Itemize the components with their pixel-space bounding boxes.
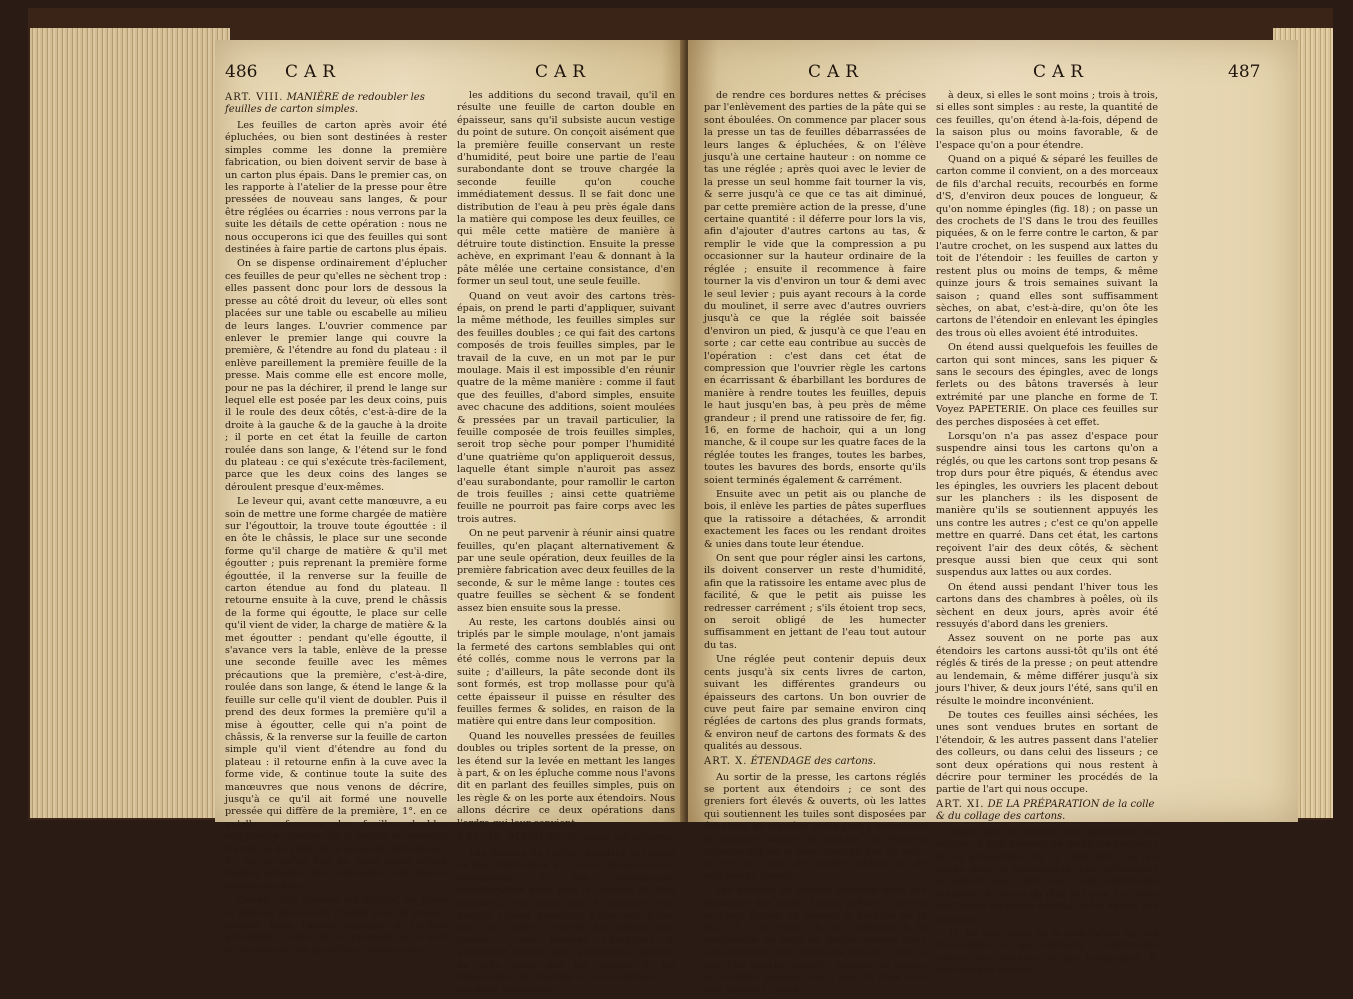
paragraph: On ne peut parvenir à réunir ainsi quatre feuilles, qu'en plaçant alternativement & par une seule opération, deux feuilles de la première fabrication avec deux feuilles de la seconde, & sur le même lange : toutes ces quatre feuilles se sèchent & se fondent assez bien ensuite sous la presse. — [457, 528, 675, 614]
article-title: MANIÈRE de redoubler les feuilles de carton simples. — [225, 92, 425, 115]
paragraph: On se dispense ordinairement d'éplucher ces feuilles de peur qu'elles ne sèchent trop : elles passent donc pour lors de dessous la presse au côté droit du leveur, où elles sont placées sur une table ou escabelle au milieu de leurs langes. L'ouvrier commence par enlever le premier lange qui couvre la première, & l'étendre au fond du plateau : il enlève pareillement la première feuille de la presse. Mais comme elle est encore molle, pour ne pas la déchirer, il prend le lange sur lequel elle est posée par les deux coins, puis il le roule des deux côtés, c'est-à-dire de la droite à la gauche & de la gauche à la droite ; il porte en cet état la feuille de carton roulée dans son lange, & l'étend sur le fond du plateau : ce qui s'exécute très-facilement, parce que les deux coins des langes se déroulent presque d'eux-mêmes. — [225, 258, 447, 493]
paragraph: Quand les nouvelles pressées de feuilles doubles ou triples sortent de la presse, on les étend sur la levée en mettant les langes à part, & on les épluche comme nous l'avons dit en parlant des feuilles simples, puis on les règle & on les porte aux étendoirs. Nous allons décrire ce deux opérations dans l'ordre qui leur convient. — [457, 730, 675, 829]
paragraph: Quand cette pressée est moulée, on place le plateau qui en est chargé sous la presse, comme nous l'avons expliqué à l'article précédent : l'effet de ce pressage est d'unir si intimement les premières feuilles avec — [225, 895, 447, 956]
article-heading — [225, 92, 447, 116]
article-label: ART. IX. — [457, 831, 506, 843]
page-number-right: 487 — [1228, 62, 1261, 82]
paragraph: Les feuilles de carton, pendant le travail de leur fabrication à la cuve, éprouvent des éboulemens & des affaissemens considérables dans tout le contour de leur bordures, soit parce que la matière trop pourrie retient beaucoup d'eau, soit parce que l'on enlève trop-tôt les châssis des formes ; ces bavures s'étendent & s'alongent ensuite par l'action de la presse, de telle sorte que les formes & les dimensions des feuilles en sont altérées : il est donc nécessaire — [457, 847, 675, 996]
article-heading — [704, 756, 926, 768]
article-label: ART. VIII. — [225, 92, 284, 103]
article-label: ART. XI. — [936, 798, 985, 810]
left-column-2 — [457, 90, 675, 999]
paragraph: Lorsqu'on n'a pas assez d'espace pour suspendre ainsi tous les cartons qu'on a réglés, ou que les cartons sont trop pesans & trop durs pour être piqués, & étendus avec les épingles, les ouvriers les placent debout sur les planchers : ils les disposent de manière qu'ils se soutiennent appuyés les uns contre les autres ; c'est ce qu'on appelle mettre en quarré. Dans cet état, les cartons reçoivent l'air des deux côtés, & sèchent presque aussi bien que ceux qui sont suspendus aux lattes ou aux cordes. — [936, 430, 1158, 579]
paragraph: Au reste, les cartons doublés ainsi ou triplés par le simple moulage, n'ont jamais la fermeté des cartons semblables qui ont été collés, comme nous le verrons par la suite ; d'ailleurs, la pâte seconde dont ils sont formés, est trop mollasse pour qu'à cette épaisseur il puisse en résulter des feuilles fermes & solides, en raison de la matière qui entre dans leur composition. — [457, 617, 675, 728]
article-title: DE LA PRÉPARATION de la colle & du collage des cartons. — [936, 798, 1155, 822]
article-title: ÉTENDAGE des cartons. — [750, 755, 877, 767]
paragraph: Au sortir de la presse, les cartons réglés se portent aux étendoirs ; ce sont des greniers fort élevés & ouverts, où les lattes qui soutiennent les tuiles sont disposées par échelons, de manière qu'on peut y suspendre de longues rangées de cartons, qui règnent presque depuis le haut jusqu'en bas du toit : on se sert aussi de cordes tendues ou de perches au besoin. — [704, 771, 926, 882]
paragraph: On étend aussi pendant l'hiver tous les cartons dans des chambres à poêles, où ils sèchent en deux jours, après avoir été ressuyés d'abord dans les greniers. — [936, 581, 1158, 631]
paragraph: à deux, si elles le sont moins ; trois à trois, si elles sont simples : au reste, la quantité de ces feuilles, qu'on étend à-la-fois, dépend de la saison plus ou moins favorable, & de l'espace qu'on a pour étendre. — [936, 90, 1158, 151]
left-page — [215, 40, 685, 996]
paragraph: les additions du second travail, qu'il en résulte une feuille de carton double en épaisseur, sans qu'il subsiste aucun vestige du point de suture. On conçoit aisément que la première feuille conservant un reste d'humidité, peut boire une partie de l'eau surabondante dont se trouve chargée la seconde feuille qu'on couche immédiatement dessus. Il se fait donc une distribution de l'eau à peu près égale dans la matière qui compose les deux feuilles, ce qui mêle cette matière de manière à détruire toute distinction. Ensuite la presse achève, en exprimant l'eau & donnant à la pâte mêlée une certaine consistance, d'en former un seul tout, une seule feuille. — [457, 90, 675, 288]
left-column-1 — [225, 90, 447, 959]
paragraph: 1°. Ils font usage de la folle farine, qui est très-mobile, & qui s'attache à différentes usines des meûniers & des boulangers, & sur-tout aux blutoirs ; — [936, 928, 1158, 977]
running-head-left-1: CAR — [285, 62, 342, 82]
article-label: ART. X. — [704, 755, 748, 767]
running-head-left-2: CAR — [535, 62, 592, 82]
article-title: MANIÈRE de régler les cartons. — [508, 831, 673, 843]
paragraph: Quand on a piqué & séparé les feuilles de carton comme il convient, on a des morceaux de fils d'archal recuits, recourbés en forme d'S, d'environ deux pouces de longueur, & qu'on nomme épingles (fig. 18) ; on passe un des crochets de l'S dans le trou des feuilles piquées, & on le ferre contre le carton, & par l'autre crochet, on les suspend aux lattes du toit de l'étendoir : les feuilles de carton y restent plus ou moins de temps, & même quinze jours & trois semaines suivant la saison ; quand elles sont suffisamment sèches, on abat, c'est-à-dire, qu'on ôte les cartons de l'étendoir en enlevant les épingles des trous où elles avoient été introduites. — [936, 154, 1158, 339]
paragraph: De toutes ces feuilles ainsi séchées, les unes sont vendues brutes en sortant de l'étendoir, & les autres passent dans l'atelier des colleurs, ou dans celui des lisseurs ; ce sont deux opérations qui nous restent à décrire pour terminer les procédés de la partie de l'art qui nous occupe. — [936, 709, 1158, 796]
paragraph: Ensuite avec un petit ais ou planche de bois, il enlève les parties de pâtes superflues que la ratissoire a détachées, & arrondit exactement les faces ou les rendant droites & unies dans toute leur étendue. — [704, 489, 926, 550]
right-column-1 — [704, 90, 926, 999]
paragraph: Avant que de parler des opérations du collage, il faut exposer en détail les procédés de la préparation de la colle dont on fait usage dans la cartonnerie. Les cartonniers emploient pour faire leur colle différentes matières, & toutes du plus bas prix. Les unes sont tirées du règne végétal, & les autres des animaux. — [936, 826, 1159, 925]
paragraph: Les feuilles de carton après avoir été épluchées, ou bien sont destinées à rester simples comme les donne la première fabrication, ou bien doivent servir de base à un carton plus épais. Dans le premier cas, on les rapporte à l'atelier de la presse pour être pressées de nouveau sans langes, & pour être réglées ou écarries : nous verrons par la suite les détails de cette opération : nous ne nous occuperons ici que des feuilles qui sont destinées à faire partie de cartons plus épais. — [225, 120, 447, 256]
article-heading — [457, 832, 675, 844]
right-column-2 — [936, 90, 1158, 980]
article-heading — [936, 799, 1158, 823]
running-head-right-2: CAR — [1033, 62, 1090, 82]
paragraph: Le leveur qui, avant cette manœuvre, a eu soin de mettre une forme chargée de matière sur l'égouttoir, la trouve toute égouttée : il en ôte le châssis, le place sur une seconde forme qu'il charge de matière & qu'il met égoutter ; puis reprenant la première forme égouttée, il la renverse sur la feuille de carton étendue au fond du plateau. Il retourne ensuite à la cuve, prend le châssis de la forme qui égoutte, le place sur celle qu'il vient de vider, la charge de matière & la met égoutter : pendant qu'elle égoutte, il s'avance vers la table, enlève de la presse une seconde feuille avec les mêmes précautions que la première, c'est-à-dire, roulée dans son lange, & étend le lange & la feuille sur celle qu'il vient de doubler. Puis il prend des deux formes la première qu'il a mise à égoutter, celle qui n'a point de châssis, & la renverse sur la feuille de carton simple qu'il vient d'étendre au fond du plateau : il retourne enfin à la cuve avec la forme vide, & continue toute la suite des manœuvres que nous venons de décrire, jusqu'à ce qu'il ait formé une nouvelle pressée qui diffère de la première, 1°. en ce qu'elle renfermera des feuilles doubles composées chacune de la feuille du premier travail, & de celle de la seconde fabrication ; 2°. en ce qu'au lieu de deux cents trente feuilles simples, elle contiendra cent quinze feuilles doubles. — [225, 496, 447, 892]
paragraph: On étend aussi quelquefois les feuilles de carton qui sont minces, sans les piquer & sans le secours des épingles, avec de longs ferlets ou des bâtons traversés à leur extrémité par une planche en forme de T. Voyez PAPETERIE. On place ces feuilles sur des perches disposées à cet effet. — [936, 342, 1158, 428]
paragraph: Assez souvent on ne porte pas aux étendoirs les cartons aussi-tôt qu'ils ont été réglés & tirés de la presse ; on peut attendre au lendemain, & même différer jusqu'à six jours l'hiver, & deux jours l'été, sans qu'il en résulte le moindre inconvénient. — [936, 633, 1158, 707]
paragraph: de rendre ces bordures nettes & précises par l'enlèvement des parties de la pâte qui se sont éboulées. On commence par placer sous la presse un tas de feuilles débarrassées de leurs langes & épluchées, & on l'élève jusqu'à une certaine hauteur : on nomme ce tas une réglée ; après quoi avec le levier de la presse un seul homme fait tourner la vis, & serre jusqu'à ce que ce tas ait diminué, par cette première action de la presse, d'une certaine quantité : il déferre pour lors la vis, afin d'ajouter d'autres cartons au tas, & remplir le vide que la compression a pu occasionner sur la hauteur ordinaire de la réglée ; ensuite il recommence à faire tourner la vis d'environ un tour & demi avec le seul levier ; puis ayant recours à la corde du moulinet, il serre avec d'autres ouvriers jusqu'à ce que la réglée soit baissée d'environ un pied, & jusqu'à ce que l'eau en sorte ; car cette eau contribue au succès de l'opération : c'est dans cet état de compression que l'ouvrier règle les cartons en écarrissant & ébarbillant les bordures de manière à rendre toutes les feuilles, depuis le haut jusqu'en bas, à peu près de même grandeur ; il prend une ratissoire de fer, fig. 16, en forme de hachoir, qui a un long manche, & il coupe sur les quatre faces de la réglée toutes les franges, toutes les barbes, toutes les bavures des bords, ensorte qu'ils soient terminés également & carrément. — [704, 90, 926, 486]
paragraph: Une réglée peut contenir depuis deux cents jusqu'à six cents livres de carton, suivant les différentes grandeurs ou épaisseurs des cartons. Un bon ouvrier de cuve peut faire par semaine environ cinq réglées de cartons des plus grands formats, & environ neuf de cartons des formats & des qualités au dessous. — [704, 654, 926, 753]
running-head-right-1: CAR — [808, 62, 865, 82]
right-page — [688, 40, 1298, 996]
paragraph: On sent que pour régler ainsi les cartons, ils doivent conserver un reste d'humidité, afin que la ratissoire les entame avec plus de facilité, & que le petit ais puisse les redresser carrément ; s'ils étoient trop secs, on seroit obligé de les humecter suffisamment en jettant de l'eau tout autour du tas. — [704, 553, 926, 651]
paragraph: Les paquets de réglées trouvent dans ces étendoirs des mains toutes prêtes : chacun se place devant un paquet, le poinçon de la fig. 17 à la main, & on l'enfonce à la profondeur de trois ou quatre pouces dans une extrémité des feuilles de carton : c'est ce que l'on appelle piquer ; ensuite on enlève les feuilles piquées une à une, si elles sont fort épaisses ; deux — [704, 885, 926, 996]
paragraph: Quand on veut avoir des cartons très-épais, on prend le parti d'appliquer, suivant la même méthode, les feuilles simples sur des feuilles doubles ; ce qui fait des cartons composés de trois feuilles simples, par le travail de la cuve, en un mot par le pur moulage. Mais il est impossible d'en réunir quatre de la même manière : comme il faut que des feuilles, d'abord simples, ensuite avec chacune des additions, soient moulées & pressées par un travail particulier, la feuille composée de trois feuilles simples, seroit trop sèche pour pomper l'humidité d'une quatrième qu'on appliqueroit dessus, laquelle étant simple n'auroit pas assez d'eau surabondante, pour ramollir le carton de trois feuilles ; ainsi cette quatrième feuille ne pourroit pas faire corps avec les trois autres. — [457, 290, 675, 525]
page-edges-left — [30, 28, 230, 818]
page-number-left: 486 — [225, 62, 258, 82]
